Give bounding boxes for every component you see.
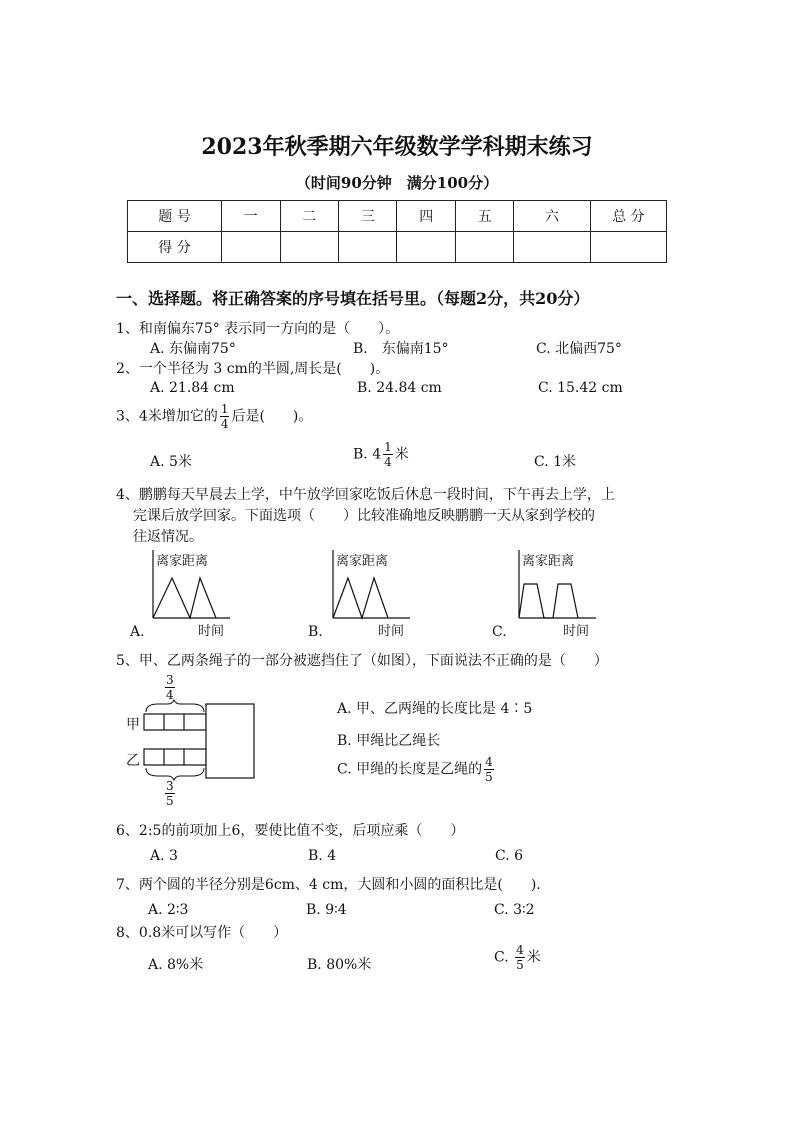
fraction-numerator: 3: [166, 779, 174, 793]
score-cell[interactable]: [514, 232, 590, 263]
q5-option-c-text: C. 甲绳的长度是乙绳的: [337, 761, 483, 778]
q4-option-c[interactable]: C.: [492, 624, 507, 640]
fraction-numerator: 1: [220, 402, 229, 416]
score-table-header-row: [128, 201, 667, 232]
q6-option-c[interactable]: C. 6: [495, 848, 524, 864]
q3-option-a[interactable]: A. 5米: [150, 454, 192, 470]
q3-option-b-fraction: [383, 441, 393, 468]
q4-option-a[interactable]: A.: [130, 624, 145, 640]
q3-option-b-post: 米: [394, 446, 409, 463]
q5-option-b[interactable]: B. 甲绳比乙绳长: [337, 733, 441, 749]
q4-text-line1: 4、鹏鹏每天早晨去上学，中午放学回家吃饭后休息一段时间，下午再去上学，上: [116, 487, 615, 503]
fraction-denominator: 4: [220, 417, 229, 431]
q7-option-c[interactable]: C. 3∶2: [494, 902, 535, 918]
q8-option-c-label: C.: [494, 949, 509, 966]
q4-text-line2: 完课后放学回家。下面选项（ ）比较准确地反映鹏鹏一天从家到学校的: [133, 508, 595, 524]
q4-graph-b: [330, 548, 420, 628]
score-header-cell: 二: [280, 201, 338, 232]
q2-option-c[interactable]: C. 15.42 cm: [538, 380, 623, 396]
q8-option-b[interactable]: B. 80%米: [307, 957, 372, 973]
q7-option-b[interactable]: B. 9∶4: [306, 902, 347, 918]
score-table: [127, 200, 667, 263]
q1-option-b[interactable]: B. 东偏南15°: [353, 341, 449, 357]
q8-option-c[interactable]: [494, 944, 541, 971]
q3-text-post: 后是( )。: [231, 408, 313, 425]
fraction-denominator: 4: [166, 688, 174, 702]
q8-option-a[interactable]: A. 8%米: [148, 957, 204, 973]
score-header-cell: 三: [338, 201, 396, 232]
fraction-denominator: 5: [516, 958, 524, 972]
fraction-numerator: 3: [166, 673, 174, 687]
q3-text: [116, 403, 312, 430]
q8-option-c-unit: 米: [526, 949, 541, 966]
score-cell[interactable]: [280, 232, 338, 263]
q6-text: 6、2:5的前项加上6，要使比值不变，后项应乘（ ）: [116, 823, 465, 839]
fraction-denominator: 5: [485, 770, 493, 784]
fraction-denominator: 5: [166, 794, 174, 808]
score-cell[interactable]: [222, 232, 280, 263]
q4-graph-a-xlabel: 时间: [198, 624, 225, 639]
score-header-cell: 一: [222, 201, 280, 232]
q5-rope-figure: [140, 700, 260, 790]
q8-option-c-fraction: [515, 944, 525, 971]
score-header-cell: 四: [397, 201, 455, 232]
score-header-cell: 题 号: [128, 201, 222, 232]
q5-option-c[interactable]: [337, 756, 496, 783]
q1-option-a[interactable]: A. 东偏南75°: [150, 341, 236, 357]
q3-fraction: [220, 403, 230, 430]
q5-option-a[interactable]: A. 甲、乙两绳的长度比是 4∶5: [337, 701, 533, 717]
score-cell[interactable]: [338, 232, 396, 263]
q3-option-b-pre: B. 4: [353, 446, 382, 463]
score-table-score-row: [128, 232, 667, 263]
q5-text: 5、甲、乙两条绳子的一部分被遮挡住了（如图），下面说法不正确的是（ ）: [116, 653, 608, 669]
q4-graph-a-ylabel: 离家距离: [156, 554, 209, 569]
score-header-cell: 总 分: [590, 201, 666, 232]
q6-option-a[interactable]: A. 3: [150, 848, 178, 864]
q5-bottom-fraction: [163, 780, 177, 807]
q8-text: 8、0.8米可以写作（ ）: [116, 925, 288, 941]
score-cell[interactable]: [397, 232, 455, 263]
q3-option-c[interactable]: C. 1米: [534, 454, 577, 470]
score-row-label: 得 分: [128, 232, 222, 263]
section1-heading: 一、选择题。将正确答案的序号填在括号里。（每题2分，共20分）: [116, 289, 590, 308]
q4-text-line3: 往返情况。: [133, 529, 203, 545]
q2-text: 2、一个半径为 3 cm的半圆,周长是( )。: [116, 361, 390, 377]
score-header-cell: 六: [514, 201, 590, 232]
q4-graph-c-xlabel: 时间: [563, 624, 590, 639]
q4-graph-b-xlabel: 时间: [378, 624, 405, 639]
score-header-cell: 五: [455, 201, 513, 232]
q4-graph-c-ylabel: 离家距离: [522, 554, 575, 569]
q3-option-b[interactable]: [353, 441, 409, 468]
exam-title: 2023年秋季期六年级数学学科期末练习: [201, 134, 593, 160]
fraction-denominator: 4: [384, 455, 392, 469]
q5-label-yi: 乙: [126, 753, 140, 769]
q6-option-b[interactable]: B. 4: [308, 848, 337, 864]
fraction-numerator: 1: [384, 440, 392, 454]
q1-option-c[interactable]: C. 北偏西75°: [536, 341, 622, 357]
q4-graph-c: [516, 548, 606, 628]
q7-option-a[interactable]: A. 2∶3: [148, 902, 189, 918]
score-cell[interactable]: [590, 232, 666, 263]
q2-option-b[interactable]: B. 24.84 cm: [357, 380, 442, 396]
fraction-numerator: 4: [485, 755, 493, 769]
exam-subtitle: （时间90分钟 满分100分）: [295, 174, 499, 192]
q4-graph-b-ylabel: 离家距离: [336, 554, 389, 569]
score-cell[interactable]: [455, 232, 513, 263]
q7-text: 7、两个圆的半径分别是6cm、4 cm，大圆和小圆的面积比是( ).: [116, 877, 541, 893]
q4-option-b[interactable]: B.: [308, 624, 323, 640]
q5-top-fraction: [163, 674, 177, 701]
q1-text: 1、和南偏东75° 表示同一方向的是（ ）。: [116, 321, 400, 337]
q5-option-c-fraction: [484, 756, 494, 783]
q3-text-pre: 3、4米增加它的: [116, 408, 218, 425]
q2-option-a[interactable]: A. 21.84 cm: [150, 380, 235, 396]
fraction-numerator: 4: [516, 943, 524, 957]
q4-graph-a: [150, 548, 240, 628]
q5-label-jia: 甲: [126, 717, 140, 733]
